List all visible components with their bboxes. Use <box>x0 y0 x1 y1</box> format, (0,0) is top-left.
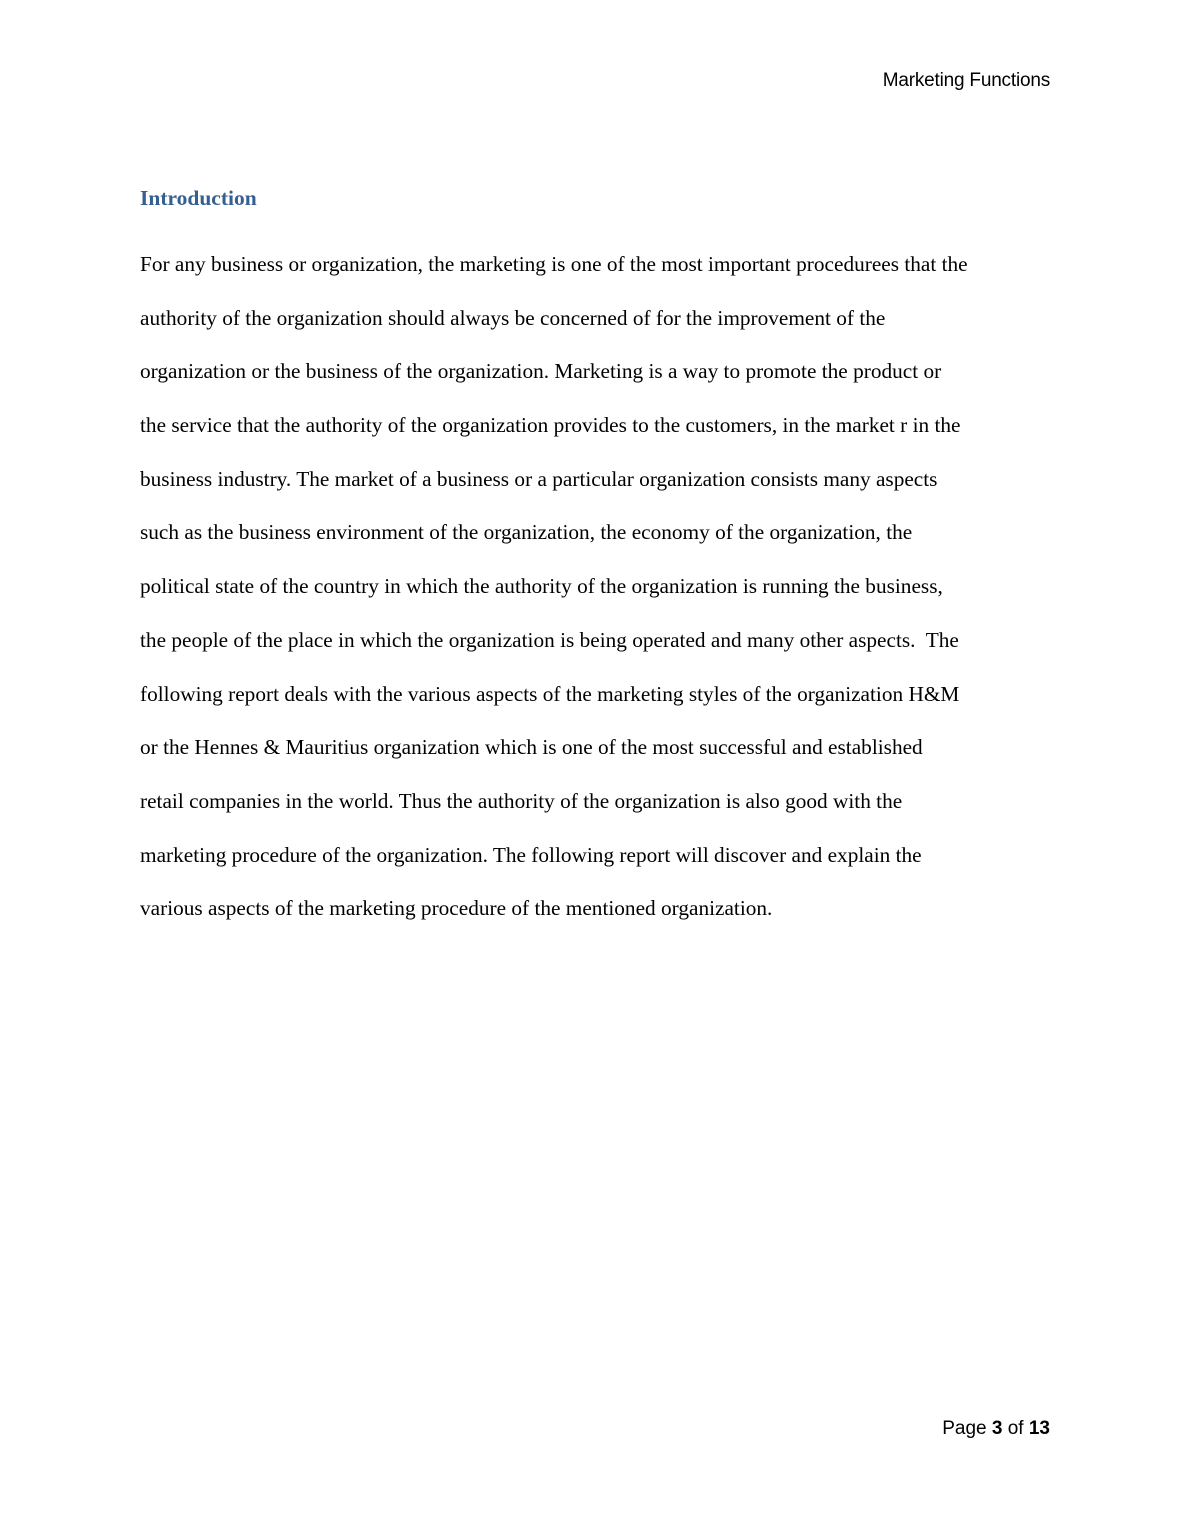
of-word: of <box>1007 1418 1024 1439</box>
introduction-paragraph <box>140 238 1050 936</box>
paragraph-line: such as the business environment of the organization, the economy of the organization, the <box>140 520 913 545</box>
paragraph-line: business industry. The market of a business or a particular organization consists many aspects <box>140 466 938 491</box>
paragraph-line: political state of the country in which the authority of the organization is running the business, <box>140 574 943 599</box>
section-heading-introduction: Introduction <box>140 186 257 210</box>
current-page-number: 3 <box>991 1418 1003 1439</box>
paragraph-line: authority of the organization should always be concerned of for the improvement of the <box>140 305 886 330</box>
paragraph-line: marketing procedure of the organization. The following report will discover and explain the <box>140 842 922 867</box>
running-header: Marketing Functions <box>882 70 1050 91</box>
paragraph-line: organization or the business of the organization. Marketing is a way to promote the product or <box>140 359 942 384</box>
paragraph-line: retail companies in the world. Thus the authority of the organization is also good with the <box>140 788 903 813</box>
page-word: Page <box>942 1418 987 1439</box>
total-pages-number: 13 <box>1028 1418 1050 1439</box>
page-number-footer <box>942 1418 1050 1440</box>
paragraph-line: the service that the authority of the organization provides to the customers, in the market r in the <box>140 413 961 438</box>
paragraph-line: or the Hennes & Mauritius organization which is one of the most successful and established <box>140 735 923 760</box>
paragraph-line: For any business or organization, the marketing is one of the most important procedurees that the <box>140 252 968 276</box>
paragraph-line: following report deals with the various aspects of the marketing styles of the organization H&M <box>140 681 960 706</box>
paragraph-line: various aspects of the marketing procedure of the mentioned organization. <box>140 896 773 921</box>
paragraph-line: the people of the place in which the organization is being operated and many other aspects. The <box>140 627 959 652</box>
